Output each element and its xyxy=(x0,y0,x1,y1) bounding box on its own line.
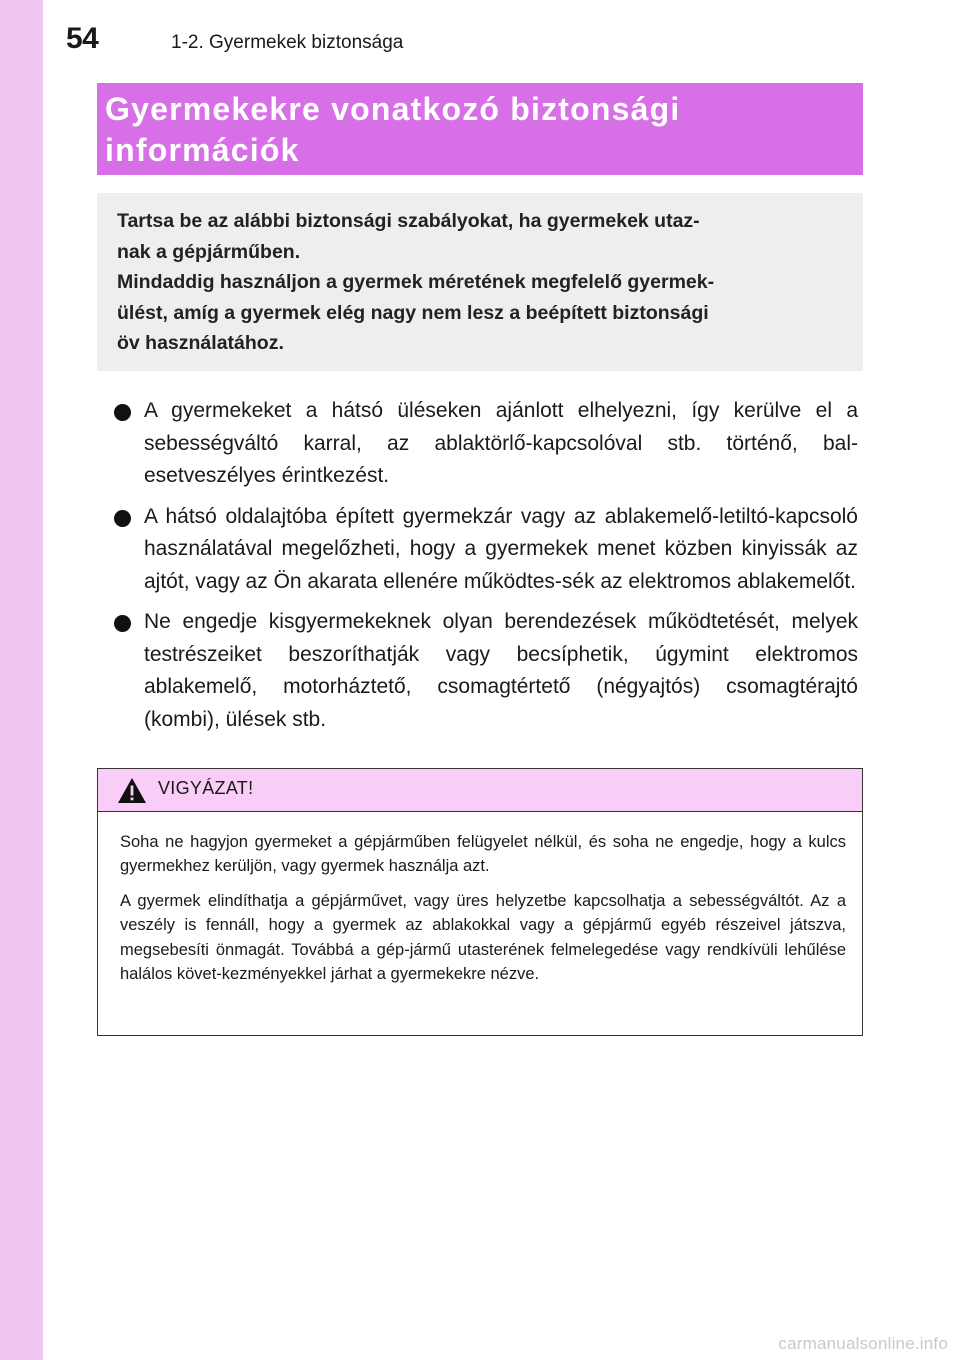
warning-header xyxy=(98,769,862,812)
warning-paragraph: Soha ne hagyjon gyermeket a gépjárműben felügyelet nélkül, és soha ne engedje, hogy a kulcs gyermekhez kerüljön, vagy gyermek használja azt. xyxy=(120,833,846,876)
watermark: carmanualsonline.info xyxy=(778,1334,948,1353)
title-banner xyxy=(97,83,863,175)
warning-body xyxy=(98,812,862,986)
list-item xyxy=(113,501,858,599)
warning-box xyxy=(97,768,863,1036)
page-title: Gyermekekre vonatkozó biztonsági információk xyxy=(105,91,681,168)
bullet-icon xyxy=(114,510,131,527)
intro-text: Tartsa be az alábbi biztonsági szabályokat, ha gyermekek utaz- nak a gépjárműben. Mindaddig használjon a gyermek méretének megfelelő gyermek- ülést, amíg a gyermek elég nagy nem lesz a beépített biztonsági öv használatához. xyxy=(117,210,715,354)
side-color-strip xyxy=(0,0,43,1360)
intro-box xyxy=(97,193,863,371)
bullet-icon xyxy=(114,615,131,632)
warning-title: VIGYÁZAT! xyxy=(158,778,254,798)
bullet-icon xyxy=(114,404,131,421)
bullet-text: A hátsó oldalajtóba épített gyermekzár vagy az ablakemelő-letiltó-kapcsoló használatával megelőzheti, hogy a gyermekek menet közben kinyissák az ajtót, vagy az Ön akarata ellenére működtes-sék az elektromos ablakemelőt. xyxy=(144,504,858,593)
section-label: 1-2. Gyermekek biztonsága xyxy=(171,32,404,53)
warning-triangle-icon xyxy=(117,777,147,804)
warning-paragraph: A gyermek elindíthatja a gépjárművet, vagy üres helyzetbe kapcsolhatja a sebességváltót. Az a veszély is fennáll, hogy a gyermek az ablakokkal vagy a gépjármű egyéb részeivel játszva, megsebesíti önmagát. Továbbá a gép-jármű utasterének felmelegedése vagy rendkívüli lehűlése halálos követ-kezményekkel járhat a gyermekekre nézve. xyxy=(120,891,846,984)
bullet-text: A gyermekeket a hátsó üléseken ajánlott elhelyezni, így kerülve el a sebességváltó karral, az ablaktörlő-kapcsolóval stb. történő, bal-esetveszélyes érintkezést. xyxy=(144,399,858,487)
page-number: 54 xyxy=(66,22,99,55)
bullet-list xyxy=(113,395,858,744)
list-item xyxy=(113,606,858,736)
bullet-text: Ne engedje kisgyermekeknek olyan berendezések működtetését, melyek testrészeiket beszoríthatják vagy becsíphetik, úgymint elektromos ablakemelő, motorháztető, csomagtértető (négyajtós) csomagtérajtó (kombi), ülések stb. xyxy=(144,610,858,731)
list-item xyxy=(113,395,858,493)
